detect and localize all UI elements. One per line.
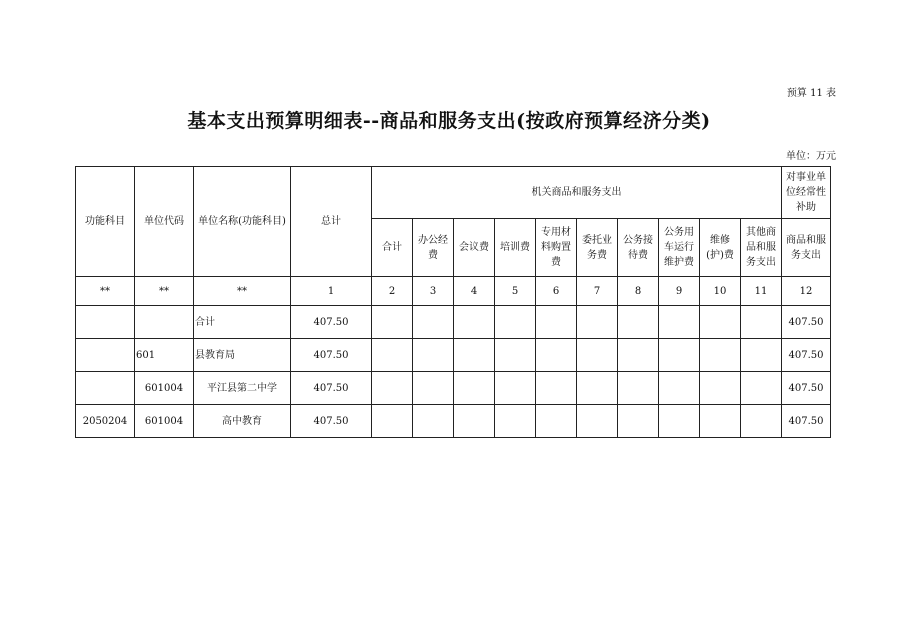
empty-cell — [495, 405, 536, 438]
code-cell: 601004 — [135, 405, 194, 438]
index-cell: ** — [135, 277, 194, 306]
header-agency-group: 机关商品和服务支出 — [372, 167, 782, 219]
code-cell: 601 — [135, 339, 194, 372]
total-cell: 407.50 — [291, 372, 372, 405]
page-title: 基本支出预算明细表--商品和服务支出(按政府预算经济分类) — [187, 110, 711, 132]
index-cell: ** — [194, 277, 291, 306]
index-cell: ** — [76, 277, 135, 306]
inst-cell: 407.50 — [782, 372, 831, 405]
empty-cell — [495, 339, 536, 372]
header-reception-expense: 公务接 待费 — [618, 219, 659, 277]
inst-cell: 407.50 — [782, 339, 831, 372]
index-cell: 1 — [291, 277, 372, 306]
index-cell: 2 — [372, 277, 413, 306]
empty-cell — [741, 405, 782, 438]
empty-cell — [454, 372, 495, 405]
empty-cell — [577, 306, 618, 339]
empty-cell — [372, 405, 413, 438]
header-office-expense: 办公经 费 — [413, 219, 454, 277]
func-cell — [76, 372, 135, 405]
table-number: 预算 11 表 — [786, 88, 836, 99]
table-row — [76, 372, 831, 405]
index-cell: 5 — [495, 277, 536, 306]
empty-cell — [372, 372, 413, 405]
index-cell: 4 — [454, 277, 495, 306]
header-meeting-expense: 会议费 — [454, 219, 495, 277]
name-cell: 县教育局 — [194, 339, 291, 372]
empty-cell — [700, 339, 741, 372]
empty-cell — [618, 372, 659, 405]
header-institution-group: 对事业单 位经常性 补助 — [782, 167, 831, 219]
header-unit-name: 单位名称(功能科目) — [194, 167, 291, 277]
empty-cell — [659, 339, 700, 372]
empty-cell — [618, 405, 659, 438]
empty-cell — [372, 339, 413, 372]
header-unit-code: 单位代码 — [135, 167, 194, 277]
empty-cell — [413, 372, 454, 405]
empty-cell — [454, 306, 495, 339]
name-cell: 高中教育 — [194, 405, 291, 438]
table-row — [76, 339, 831, 372]
empty-cell — [741, 306, 782, 339]
empty-cell — [536, 372, 577, 405]
index-cell: 12 — [782, 277, 831, 306]
index-row — [76, 277, 831, 306]
empty-cell — [741, 372, 782, 405]
header-goods-services: 商品和服 务支出 — [782, 219, 831, 277]
index-cell: 8 — [618, 277, 659, 306]
header-materials-expense: 专用材 料购置 费 — [536, 219, 577, 277]
empty-cell — [659, 372, 700, 405]
empty-cell — [413, 339, 454, 372]
code-cell — [135, 306, 194, 339]
empty-cell — [700, 306, 741, 339]
header-row-1 — [76, 167, 831, 219]
func-cell — [76, 339, 135, 372]
header-commission-expense: 委托业 务费 — [577, 219, 618, 277]
header-total: 总计 — [291, 167, 372, 277]
header-func-subject: 功能科目 — [76, 167, 135, 277]
empty-cell — [741, 339, 782, 372]
total-cell: 407.50 — [291, 405, 372, 438]
header-maintenance-expense: 维修 (护)费 — [700, 219, 741, 277]
table-row — [76, 306, 831, 339]
empty-cell — [372, 306, 413, 339]
empty-cell — [618, 339, 659, 372]
empty-cell — [659, 306, 700, 339]
header-sub-total: 合计 — [372, 219, 413, 277]
budget-table — [75, 166, 831, 438]
header-other-expense: 其他商 品和服 务支出 — [741, 219, 782, 277]
inst-cell: 407.50 — [782, 405, 831, 438]
code-cell: 601004 — [135, 372, 194, 405]
empty-cell — [536, 339, 577, 372]
empty-cell — [495, 372, 536, 405]
index-cell: 7 — [577, 277, 618, 306]
empty-cell — [577, 405, 618, 438]
index-cell: 6 — [536, 277, 577, 306]
empty-cell — [454, 339, 495, 372]
empty-cell — [577, 372, 618, 405]
empty-cell — [700, 372, 741, 405]
index-cell: 3 — [413, 277, 454, 306]
empty-cell — [495, 306, 536, 339]
index-cell: 10 — [700, 277, 741, 306]
name-cell: 合计 — [194, 306, 291, 339]
name-cell: 平江县第二中学 — [194, 372, 291, 405]
total-cell: 407.50 — [291, 339, 372, 372]
empty-cell — [659, 405, 700, 438]
func-cell: 2050204 — [76, 405, 135, 438]
empty-cell — [618, 306, 659, 339]
table-row — [76, 405, 831, 438]
total-cell: 407.50 — [291, 306, 372, 339]
header-training-expense: 培训费 — [495, 219, 536, 277]
header-vehicle-expense: 公务用 车运行 维护费 — [659, 219, 700, 277]
empty-cell — [700, 405, 741, 438]
empty-cell — [413, 405, 454, 438]
empty-cell — [536, 306, 577, 339]
index-cell: 11 — [741, 277, 782, 306]
inst-cell: 407.50 — [782, 306, 831, 339]
empty-cell — [577, 339, 618, 372]
unit-label: 单位：万元 — [786, 151, 836, 162]
empty-cell — [536, 405, 577, 438]
index-cell: 9 — [659, 277, 700, 306]
empty-cell — [413, 306, 454, 339]
empty-cell — [454, 405, 495, 438]
func-cell — [76, 306, 135, 339]
